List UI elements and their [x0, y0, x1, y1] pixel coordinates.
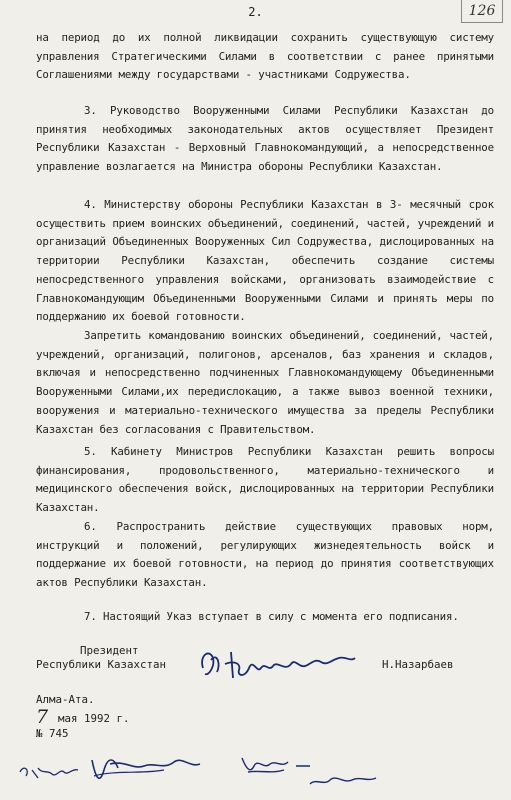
approval-signatures — [14, 740, 394, 800]
date-day: 7 — [36, 706, 49, 728]
signature-title-line2: Республики Казахстан — [36, 658, 167, 671]
archive-number: 126 — [461, 0, 503, 23]
paragraph-4: 4. Министерству обороны Республики Казахстан в 3- месячный срок осуществить прием воинских объединений, соединений, частей, учреждений и организаций Объединенных Вооруженных Сил Содружества, дислоцированных на территории Республики Казахстан, обеспечить создание системы непосредственного управления войсками, организовать взаимодействие с Главнокомандующим Объединенными Вооруженными Силами и принять меры по поддержанию их боевой готовности. — [36, 198, 494, 324]
paragraph-continuation: на период до их полной ликвидации сохранить существующую систему управления Стратегическими Силами в соответствии с ранее принятыми Соглашениями между государствами - участниками Содружества. — [36, 31, 494, 82]
city: Алма-Ата. — [36, 693, 95, 706]
paragraph-3: 3. Руководство Вооруженными Силами Республики Казахстан до принятия необходимых законодательных актов осуществляет Президент Республики Казахстан - Верховный Главнокомандующий, а непосредственное управление возлагается на Министра обороны Республики Казахстан. — [36, 104, 494, 174]
paragraph-prohibition: Запретить командованию воинских объединений, соединений, частей, учреждений, организаций, полигонов, арсеналов, баз хранения и складов, включая и непосредственно подчиненных Главнокомандующему Объединенными Вооруженными Силами,их передислокацию, а также вывоз военной техники, вооружения и материально-технического имущества за пределы Республики Казахстан без согласования с Правительством. — [36, 329, 494, 436]
page-number: 2. — [248, 5, 263, 19]
president-name: Н.Назарбаев — [382, 658, 454, 671]
president-signature — [195, 638, 375, 688]
decree-number: № 745 — [36, 727, 69, 740]
signature-title-line1: Президент — [80, 644, 139, 657]
paragraph-5: 5. Кабинету Министров Республики Казахстан решить вопросы финансирования, продовольственного, материально-технического и медицинского обеспечения войск, дислоцированных на территории Республики Казахстан. — [36, 445, 494, 515]
paragraph-7: 7. Настоящий Указ вступает в силу с момента его подписания. — [84, 610, 459, 623]
date-rest: мая 1992 г. — [58, 712, 130, 725]
paragraph-6: 6. Распространить действие существующих правовых норм, инструкций и положений, регулирующих жизнедеятельность войск и поддержание их боевой готовности, на период до принятия соответствующих актов Республики Казахстан. — [36, 520, 494, 590]
